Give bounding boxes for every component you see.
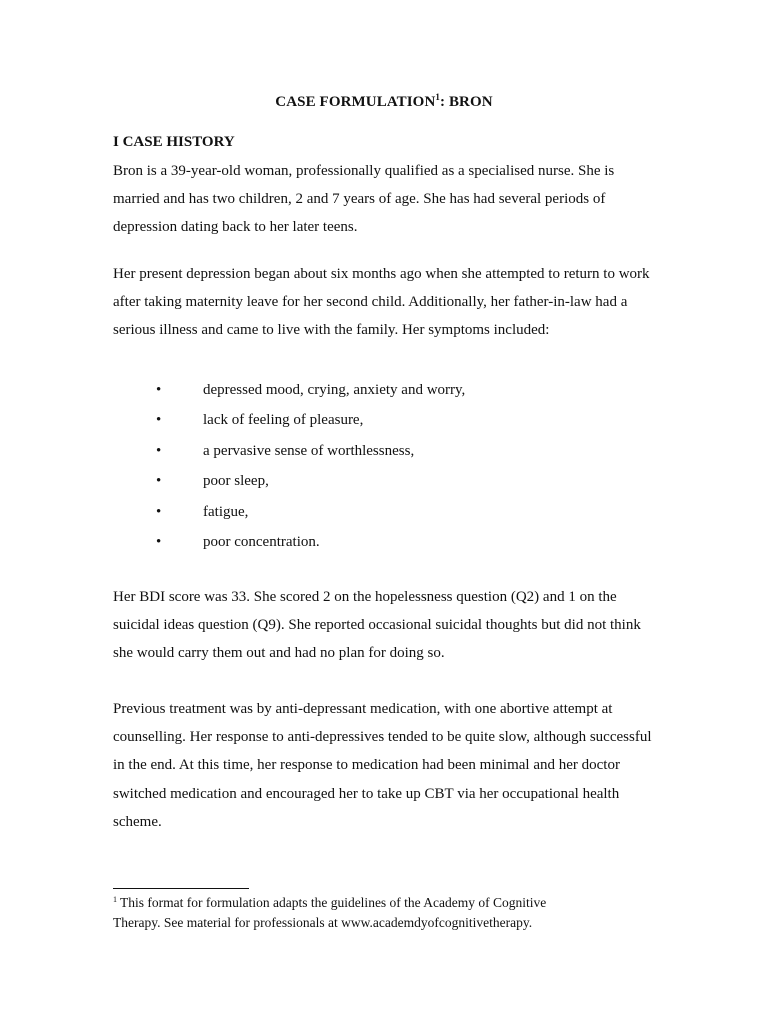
symptom-text: fatigue, (203, 503, 249, 520)
symptom-item (0, 436, 768, 466)
bullet-icon: • (156, 412, 162, 429)
paragraph-line: serious illness and came to live with the family. Her symptoms included: (113, 322, 550, 339)
paragraph-line: depression dating back to her later teens. (113, 219, 358, 236)
symptom-text: lack of feeling of pleasure, (203, 412, 364, 429)
page-title (0, 94, 768, 111)
paragraph-line: suicidal ideas question (Q9). She reported occasional suicidal thoughts but did not think (113, 617, 641, 634)
bullet-icon: • (156, 503, 162, 520)
symptom-item (0, 466, 768, 496)
bullet-icon: • (156, 442, 162, 459)
symptom-list (0, 375, 768, 557)
title-footnote-mark[interactable]: 1 (435, 92, 440, 102)
paragraph-line: she would carry them out and had no plan for doing so. (113, 645, 445, 662)
paragraph-present-depression (113, 260, 673, 345)
footnote-text: This format for formulation adapts the guidelines of the Academy of Cognitive (120, 895, 547, 910)
symptom-text: poor concentration. (203, 533, 320, 550)
footnote-line: Therapy. See material for professionals at www.academdyofcognitivetherapy. (113, 915, 533, 930)
title-text: CASE FORMULATION (275, 94, 436, 110)
footnote-divider (113, 888, 249, 889)
paragraph-bdi-score (113, 583, 673, 668)
paragraph-intro (113, 157, 673, 242)
bullet-icon: • (156, 473, 162, 490)
paragraph-line: Bron is a 39-year-old woman, professionally qualified as a specialised nurse. She is (113, 163, 615, 179)
paragraph-line: Her BDI score was 33. She scored 2 on the hopelessness question (Q2) and 1 on the (113, 589, 617, 605)
section-heading: I CASE HISTORY (113, 134, 235, 150)
bullet-icon: • (156, 382, 162, 398)
symptom-item (0, 527, 768, 557)
bullet-icon: • (156, 533, 162, 550)
footnote-line (113, 893, 673, 913)
paragraph-line: counselling. Her response to anti-depressives tended to be quite slow, although successful (113, 729, 652, 746)
symptom-text: depressed mood, crying, anxiety and worry, (203, 382, 466, 398)
symptom-item (0, 405, 768, 435)
paragraph-line: scheme. (113, 813, 162, 830)
symptom-text: a pervasive sense of worthlessness, (203, 442, 415, 459)
footnote (113, 893, 673, 933)
paragraph-line: in the end. At this time, her response to medication had been minimal and her doctor (113, 757, 620, 774)
symptom-item (0, 497, 768, 527)
paragraph-line: switched medication and encouraged her to take up CBT via her occupational health (113, 785, 620, 802)
symptom-item (0, 375, 768, 405)
paragraph-line: married and has two children, 2 and 7 years of age. She has had several periods of (113, 191, 606, 208)
footnote-mark: 1 (113, 895, 117, 904)
paragraph-line: Her present depression began about six months ago when she attempted to return to work (113, 266, 650, 282)
title-suffix: : BRON (440, 94, 493, 110)
symptom-text: poor sleep, (203, 473, 269, 490)
paragraph-line: after taking maternity leave for her second child. Additionally, her father-in-law had a (113, 294, 628, 311)
paragraph-previous-treatment (113, 695, 673, 836)
paragraph-line: Previous treatment was by anti-depressant medication, with one abortive attempt at (113, 701, 613, 717)
